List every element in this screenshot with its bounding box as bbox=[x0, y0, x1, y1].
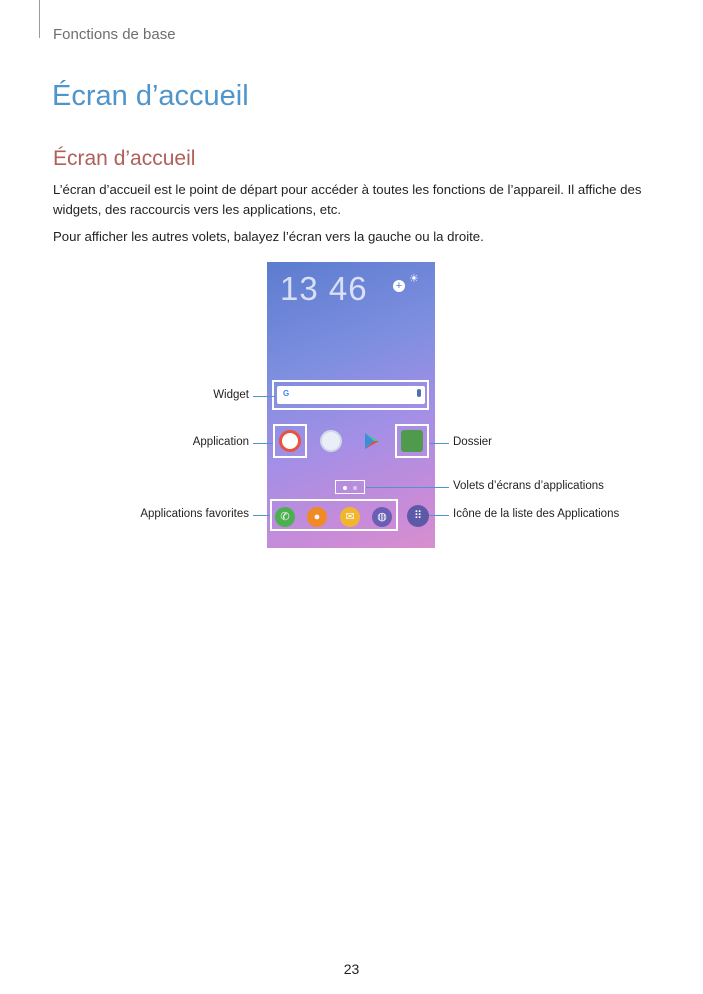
callout-application: Application bbox=[192, 436, 249, 448]
play-store-icon[interactable] bbox=[360, 430, 382, 452]
sun-icon: ☀ bbox=[409, 273, 419, 285]
search-widget[interactable] bbox=[277, 386, 425, 404]
header-rule bbox=[39, 0, 40, 38]
section-header: Fonctions de base bbox=[53, 26, 176, 43]
leader-widget bbox=[253, 396, 275, 397]
page-number: 23 bbox=[343, 961, 360, 977]
home-screen-illustration bbox=[267, 262, 435, 548]
google-logo-icon: G bbox=[283, 389, 290, 398]
contacts-icon[interactable]: ● bbox=[307, 507, 327, 527]
swipe-paragraph: Pour afficher les autres volets, balayez l’écran vers la gauche ou la droite. bbox=[53, 229, 484, 244]
folder-icon[interactable] bbox=[401, 430, 423, 452]
leader-application bbox=[253, 443, 273, 444]
leader-panels bbox=[366, 487, 449, 488]
apps-grid-icon[interactable]: ⠿ bbox=[407, 505, 429, 527]
page-indicator[interactable] bbox=[335, 480, 365, 494]
mic-icon[interactable] bbox=[417, 389, 421, 397]
page-title: Écran d’accueil bbox=[52, 80, 249, 112]
callout-widget: Widget bbox=[213, 389, 249, 401]
callout-favorites: Applications favorites bbox=[140, 508, 249, 520]
page-dot bbox=[353, 486, 357, 490]
weather-add-icon: + bbox=[393, 280, 405, 292]
callout-panels: Volets d’écrans d’applications bbox=[453, 480, 604, 492]
messages-icon[interactable]: ✉ bbox=[340, 507, 360, 527]
email-app-icon[interactable] bbox=[279, 430, 301, 452]
camera-app-icon[interactable] bbox=[320, 430, 342, 452]
leader-folder bbox=[429, 443, 449, 444]
callout-apps-list: Icône de la liste des Applications bbox=[453, 508, 620, 520]
callout-folder: Dossier bbox=[453, 436, 492, 448]
intro-paragraph: L’écran d’accueil est le point de départ pour accéder à toutes les fonctions de l’appareil. Il affiche des widgets, des raccourcis vers les applications, etc. bbox=[53, 182, 642, 217]
section-subtitle: Écran d’accueil bbox=[53, 147, 196, 170]
leader-apps-list bbox=[429, 515, 449, 516]
internet-icon[interactable]: ◍ bbox=[372, 507, 392, 527]
phone-icon[interactable]: ✆ bbox=[275, 507, 295, 527]
page-dot-active bbox=[343, 486, 347, 490]
leader-favorites bbox=[253, 515, 270, 516]
clock: 13 46 bbox=[280, 270, 368, 307]
